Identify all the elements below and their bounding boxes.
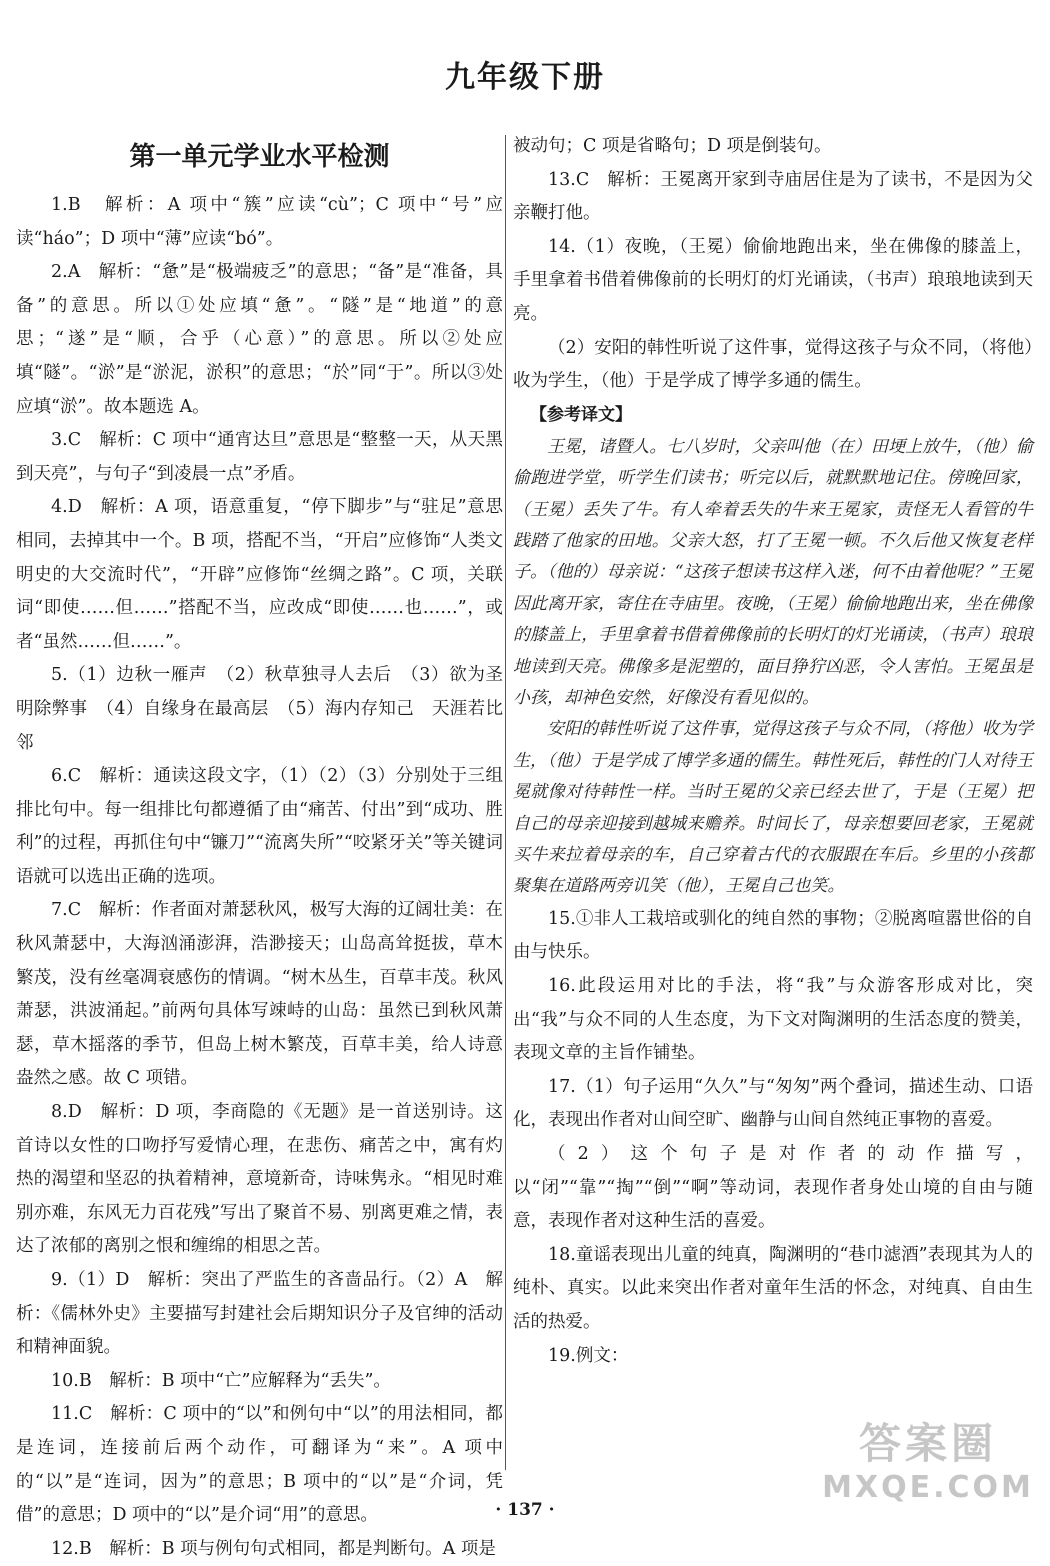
answer-paragraph: 9.（1）D 解析：突出了严监生的吝啬品行。（2）A 解析：《儒林外史》主要描写封建社会后期知识分子及官绅的活动和精神面貌。 bbox=[16, 1270, 503, 1358]
left-column bbox=[16, 130, 503, 1566]
reference-translation-label: 【参考译文】 bbox=[530, 404, 632, 425]
answer-paragraph: （2）这个句子是对作者的动作描写，以“闭”“靠”“掏”“倒”“啊”等动词，表现作者身处山境的自由与随意，表现作者对这种生活的喜爱。 bbox=[513, 1144, 1033, 1232]
answer-paragraph: 3.C 解析：C 项中“通宵达旦”意思是“整整一天，从天黑到天亮”，与句子“到凌晨一点”矛盾。 bbox=[16, 430, 503, 484]
answer-paragraph: 11.C 解析：C 项中的“以”和例句中“以”的用法相同，都是连词，连接前后两个动作，可翻译为“来”。A 项中的“以”是“连词，因为”的意思；B 项中的“以”是“介词，凭借”的意思；D 项中的“以”是介词“用”的意思。 bbox=[16, 1404, 503, 1526]
answer-paragraph: 4.D 解析：A 项，语意重复，“停下脚步”与“驻足”意思相同，去掉其中一个。B 项，搭配不当，“开启”应修饰“人类文明史的大交流时代”，“开辟”应修饰“丝绸之路”。C 项，关联词“即使……但……”搭配不当，应改成“即使……也……”，或者“虽然……但……”。 bbox=[16, 497, 503, 652]
answer-paragraph: 16.此段运用对比的手法，将“我”与众游客形成对比，突出“我”与众不同的人生态度，为下文对陶渊明的生活态度的赞美，表现文章的主旨作铺垫。 bbox=[513, 976, 1033, 1064]
answer-paragraph: （2）安阳的韩性听说了这件事，觉得这孩子与众不同，（将他）收为学生，（他）于是学成了博学多通的儒生。 bbox=[513, 337, 1033, 392]
watermark-logo bbox=[818, 1418, 1038, 1518]
answer-paragraph: 14.（1）夜晚，（王冕）偷偷地跑出来，坐在佛像的膝盖上，手里拿着书借着佛像前的长明灯的灯光诵读，（书声）琅琅地读到天亮。 bbox=[513, 236, 1033, 324]
translation-paragraph: 王冕，诸暨人。七八岁时，父亲叫他（在）田埂上放牛，（他）偷偷跑进学堂，听学生们读书；听完以后，就默默地记住。傍晚回家，（王冕）丢失了牛。有人牵着丢失的牛来王冕家，责怪无人看管的牛践踏了他家的田地。父亲大怒，打了王冕一顿。不久后他又恢复老样子。（他的）母亲说：“这孩子想读书这样入迷，何不由着他呢？”王冕因此离开家，寄住在寺庙里。夜晚，（王冕）偷偷地跑出来，坐在佛像的膝盖上，手里拿着书借着佛像前的长明灯的灯光诵读，（书声）琅琅地读到天亮。佛像多是泥塑的，面目狰狞凶恶，令人害怕。王冕虽是小孩，却神色安然，好像没有看见似的。 bbox=[513, 436, 1033, 708]
answer-paragraph: 12.B 解析：B 项与例句句式相同，都是判断句。A 项是 bbox=[51, 1538, 496, 1559]
answer-paragraph: 5.（1）边秋一雁声 （2）秋草独寻人去后 （3）欲为圣明除弊事 （4）自缘身在最高层 （5）海内存知己 天涯若比邻 bbox=[16, 665, 503, 753]
answer-paragraph: 8.D 解析：D 项，李商隐的《无题》是一首送别诗。这首诗以女性的口吻抒写爱情心理，在悲伤、痛苦之中，寓有灼热的渴望和坚忍的执着精神，意境新奇，诗味隽永。“相见时难别亦难，东风无力百花残”写出了聚首不易、别离更难之情，表达了浓郁的离别之恨和缠绵的相思之苦。 bbox=[16, 1102, 503, 1257]
column-divider bbox=[505, 135, 506, 1470]
section-heading: 第一单元学业水平检测 bbox=[129, 142, 390, 172]
answer-paragraph: 1.B 解析：A 项中“簇”应读“cù”；C 项中“号”应读“háo”；D 项中“薄”应读“bó”。 bbox=[16, 195, 503, 249]
watermark-domain: MXQE.COM bbox=[822, 1470, 1034, 1505]
translation-paragraph: 安阳的韩性听说了这件事，觉得这孩子与众不同，（将他）收为学生，（他）于是学成了博学多通的儒生。韩性死后，韩性的门人对待王冕就像对待韩性一样。当时王冕的父亲已经去世了，于是（王冕）把自己的母亲迎接到越城来赡养。时间长了，母亲想要回老家，王冕就买牛来拉着母亲的车，自己穿着古代的衣服跟在车后。乡里的小孩都聚集在道路两旁讥笑（他），王冕自己也笑。 bbox=[513, 719, 1033, 897]
answer-paragraph: 2.A 解析：“惫”是“极端疲乏”的意思；“备”是“准备，具备”的意思。所以①处应填“惫”。“隧”是“地道”的意思；“遂”是“顺，合乎（心意）”的意思。所以②处应填“隧”。“淤”是“淤泥，淤积”的意思；“於”同“于”。所以③处应填“淤”。故本题选 A。 bbox=[16, 262, 503, 417]
watermark-text: 答案圈 bbox=[858, 1419, 997, 1468]
answer-paragraph: 15.①非人工栽培或驯化的纯自然的事物；②脱离喧嚣世俗的自由与快乐。 bbox=[513, 908, 1033, 963]
answer-paragraph: 被动句；C 项是省略句；D 项是倒装句。 bbox=[513, 136, 832, 156]
answer-paragraph: 7.C 解析：作者面对萧瑟秋风，极写大海的辽阔壮美：在秋风萧瑟中，大海汹涌澎湃，浩渺接天；山岛高耸挺拔，草木繁茂，没有丝毫凋衰感伤的情调。“树木丛生，百草丰茂。秋风萧瑟，洪波涌起。”前两句具体写竦峙的山岛：虽然已到秋风萧瑟，草木摇落的季节，但岛上树木繁茂，百草丰美，给人诗意盎然之感。故 C 项错。 bbox=[16, 900, 503, 1089]
answer-paragraph: 10.B 解析：B 项中“亡”应解释为“丢失”。 bbox=[51, 1370, 391, 1391]
right-column bbox=[513, 130, 1033, 1373]
page-number: · 137 · bbox=[495, 1500, 555, 1520]
answer-paragraph: 13.C 解析：王冕离开家到寺庙居住是为了读书，不是因为父亲鞭打他。 bbox=[513, 169, 1033, 224]
page-title: 九年级下册 bbox=[445, 60, 605, 95]
answer-paragraph: 18.童谣表现出儿童的纯真，陶渊明的“巷巾滤酒”表现其为人的纯朴、真实。以此来突出作者对童年生活的怀念，对纯真、自由生活的热爱。 bbox=[513, 1244, 1033, 1332]
answer-paragraph: 19.例文： bbox=[548, 1345, 629, 1366]
answer-paragraph: 17.（1）句子运用“久久”与“匆匆”两个叠词，描述生动、口语化，表现出作者对山间空旷、幽静与山间自然纯正事物的喜爱。 bbox=[513, 1076, 1033, 1131]
answer-paragraph: 6.C 解析：通读这段文字，（1）（2）（3）分别处于三组排比句中。每一组排比句都遵循了由“痛苦、付出”到“成功、胜利”的过程，再抓住句中“镰刀”“流离失所”“咬紧牙关”等关键词语就可以选出正确的选项。 bbox=[16, 766, 503, 887]
